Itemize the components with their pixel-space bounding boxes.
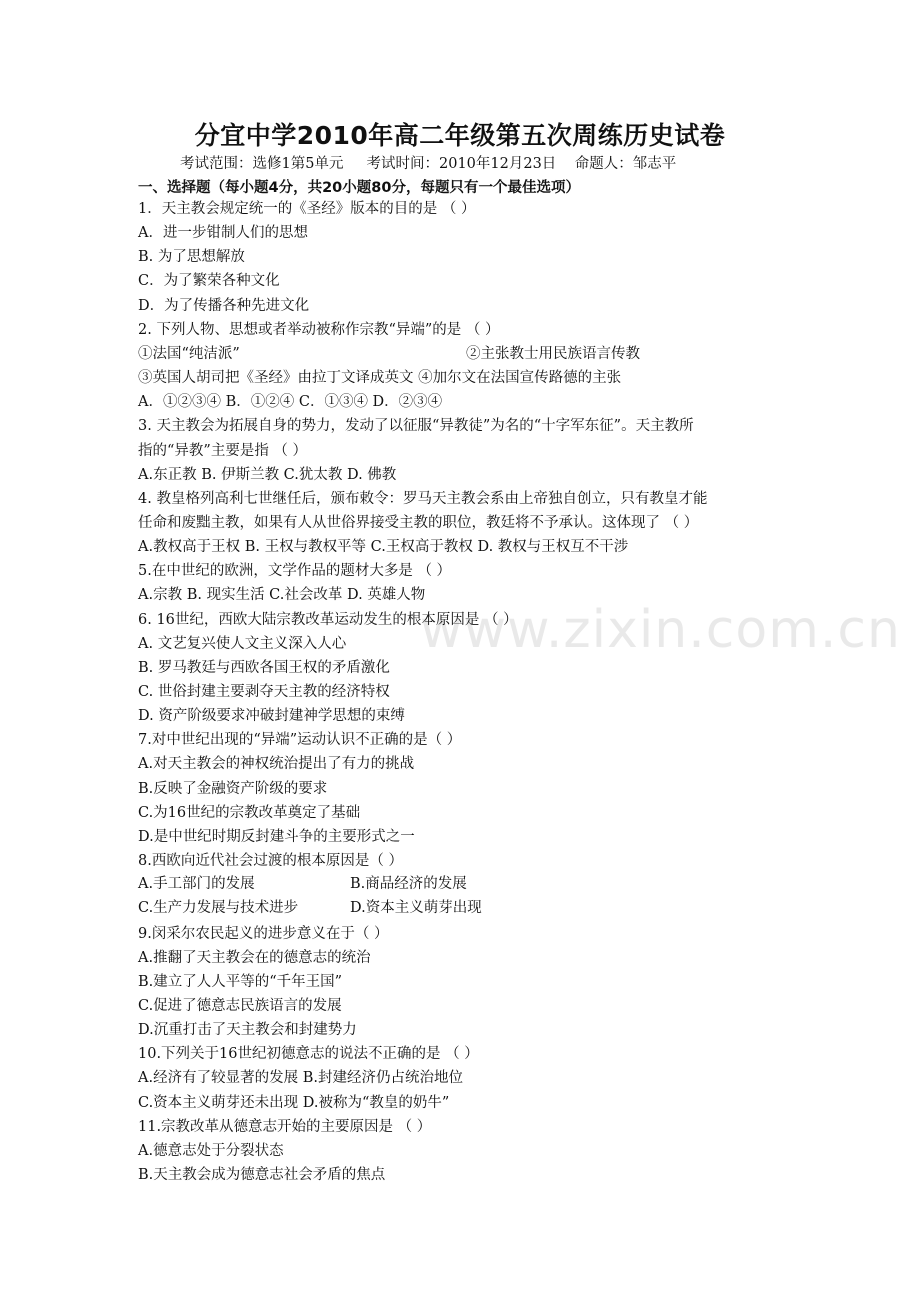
question-line: 8.西欧向近代社会过渡的根本原因是（ ） xyxy=(138,853,403,870)
question-line: B.建立了人人平等的“千年王国” xyxy=(138,973,343,990)
q2-option-1: ①法国“纯洁派” xyxy=(138,346,240,362)
q2-option-2: ②主张教士用民族语言传教 xyxy=(466,346,640,362)
q8-option-d: D.资本主义萌芽出现 xyxy=(350,900,482,916)
question-line: D. 资产阶级要求冲破封建神学思想的束缚 xyxy=(138,708,405,725)
question-line: C. 世俗封建主要剥夺天主教的经济特权 xyxy=(138,684,390,700)
exam-title: 分宜中学2010年高二年级第五次周练历史试卷 xyxy=(194,121,726,150)
question-line: 5.在中世纪的欧洲，文学作品的题材大多是 （ ） xyxy=(138,563,452,580)
question-line: C.为16世纪的宗教改革奠定了基础 xyxy=(138,804,361,821)
question-line: B.反映了金融资产阶级的要求 xyxy=(138,780,328,797)
question-line: 11.宗教改革从德意志开始的主要原因是 （ ） xyxy=(138,1118,432,1135)
watermark: www.zixin.com.cn xyxy=(420,600,901,660)
q8-option-c: C.生产力发展与技术进步 xyxy=(138,900,299,916)
question-line: 指的“异教”主要是指 （ ） xyxy=(138,442,308,459)
question-line: ③英国人胡司把《圣经》由拉丁文译成英文 ④加尔文在法国宣传路德的主张 xyxy=(138,370,622,387)
question-line: C.促进了德意志民族语言的发展 xyxy=(138,997,342,1014)
question-line: A.推翻了天主教会在的德意志的统治 xyxy=(138,949,371,966)
question-line: A．①②③④ B．①②④ C．①③④ D．②③④ xyxy=(138,394,443,411)
question-line: A.教权高于王权 B. 王权与教权平等 C.王权高于教权 D. 教权与王权互不干涉 xyxy=(138,539,629,556)
q8-option-a: A.手工部门的发展 xyxy=(138,876,255,892)
question-line: B. 罗马教廷与西欧各国王权的矛盾激化 xyxy=(138,659,390,676)
question-line: 2. 下列人物、思想或者举动被称作宗教“异端”的是 （ ） xyxy=(138,321,500,338)
question-line: B.天主教会成为德意志社会矛盾的焦点 xyxy=(138,1167,386,1183)
question-line: A.对天主教会的神权统治提出了有力的挑战 xyxy=(138,756,415,773)
question-line: 10.下列关于16世纪初德意志的说法不正确的是 （ ） xyxy=(138,1046,479,1063)
question-line: C.资本主义萌芽还未出现 D.被称为“教皇的奶牛” xyxy=(138,1094,450,1111)
question-line: A.东正教 B. 伊斯兰教 C.犹太教 D. 佛教 xyxy=(138,466,397,483)
question-line: 6. 16世纪，西欧大陆宗教改革运动发生的根本原因是 （ ） xyxy=(138,611,518,628)
question-line: 9.闵采尔农民起义的进步意义在于（ ） xyxy=(138,925,389,942)
question-line: A.宗教 B. 现实生活 C.社会改革 D. 英雄人物 xyxy=(138,587,426,604)
question-line: A. 文艺复兴使人文主义深入人心 xyxy=(138,635,347,652)
question-line: C．为了繁荣各种文化 xyxy=(138,273,280,290)
q8-option-b: B.商品经济的发展 xyxy=(350,876,467,892)
question-line: B. 为了思想解放 xyxy=(138,249,245,266)
question-line: 任命和废黜主教，如果有人从世俗界接受主教的职位，教廷将不予承认。这体现了 （ ） xyxy=(138,514,699,531)
exam-subtitle: 考试范围：选修1第5单元 考试时间：2010年12月23日 命题人：邹志平 xyxy=(180,156,677,172)
question-line: 4. 教皇格列高利七世继任后，颁布敕令：罗马天主教会系由上帝独自创立，只有教皇才能 xyxy=(138,490,708,507)
question-line: D．为了传播各种先进文化 xyxy=(138,297,310,314)
question-line: 1．天主教会规定统一的《圣经》版本的目的是 （ ） xyxy=(138,201,476,217)
section-heading: 一、选择题（每小题4分，共20小题80分，每题只有一个最佳选项） xyxy=(138,180,580,196)
question-line: A.德意志处于分裂状态 xyxy=(138,1142,284,1159)
question-line: A．进一步钳制人们的思想 xyxy=(138,225,308,242)
question-line: 3. 天主教会为拓展自身的势力，发动了以征服“异教徒”为名的“十字军东征”。天主教所 xyxy=(138,418,694,435)
question-line: 7.对中世纪出现的“异端”运动认识不正确的是（ ） xyxy=(138,732,462,749)
question-line: D.沉重打击了天主教会和封建势力 xyxy=(138,1022,357,1039)
question-line: A.经济有了较显著的发展 B.封建经济仍占统治地位 xyxy=(138,1070,463,1087)
question-line: D.是中世纪时期反封建斗争的主要形式之一 xyxy=(138,828,415,845)
